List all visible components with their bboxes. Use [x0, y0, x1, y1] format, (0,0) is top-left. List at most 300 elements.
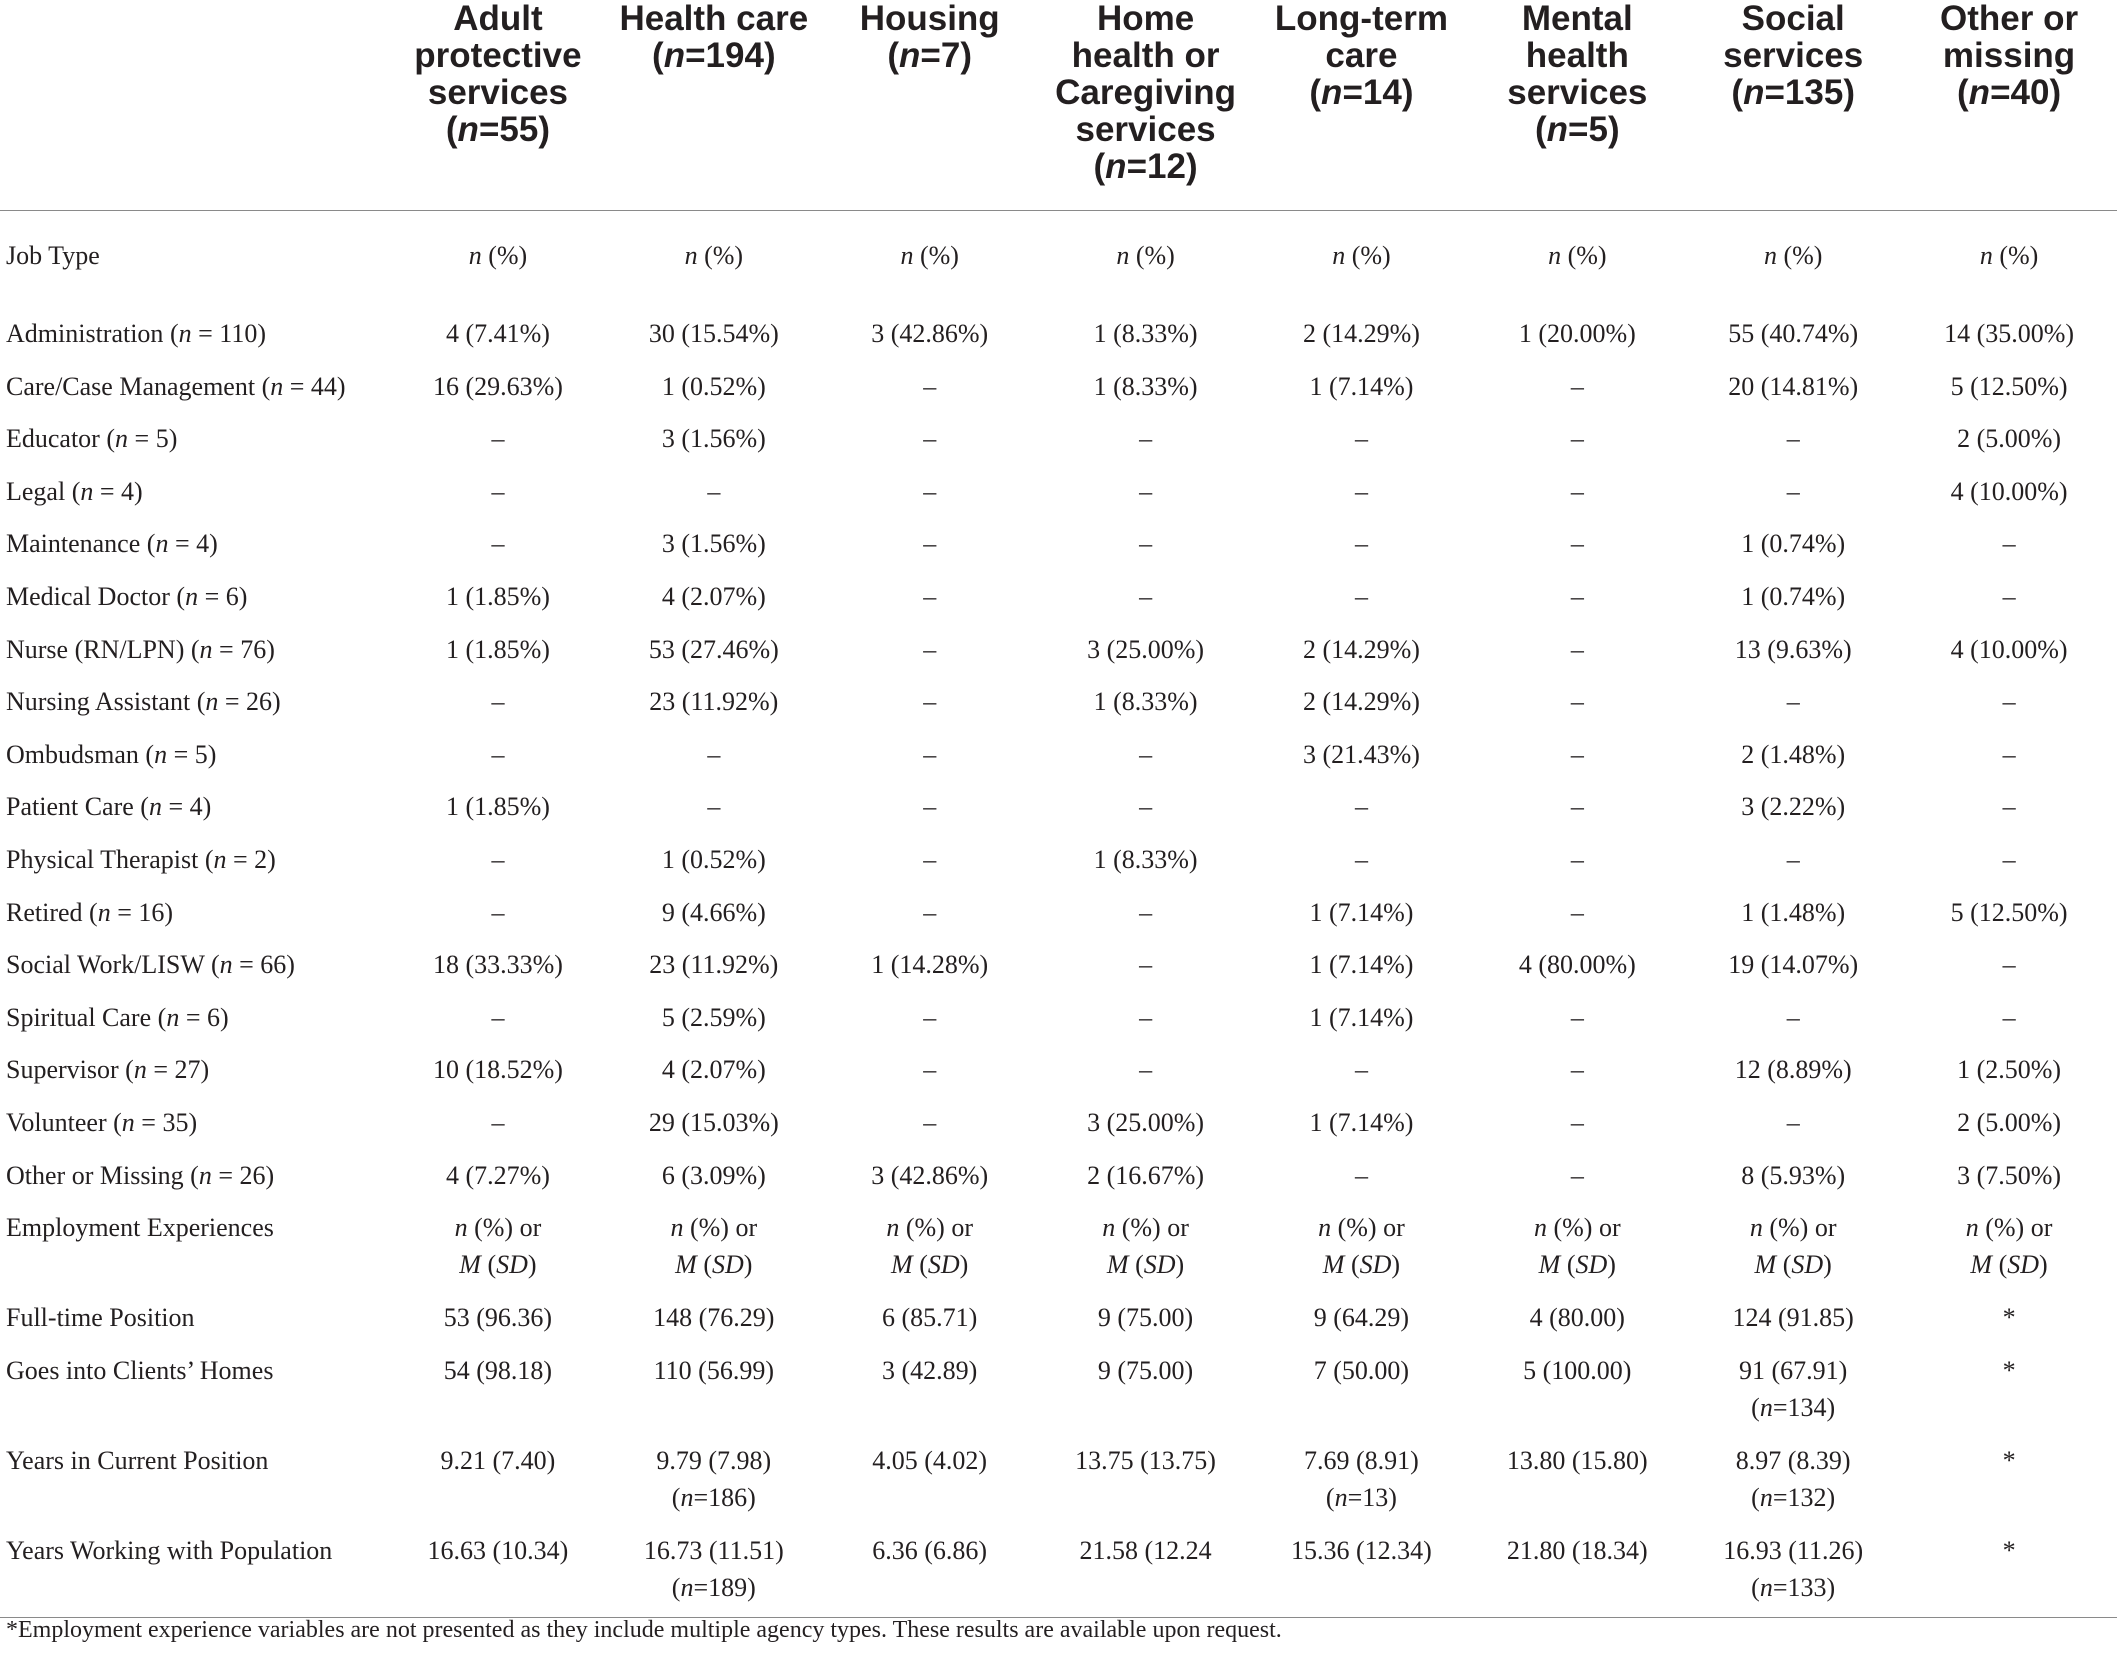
subgroup-n-value: 189 — [708, 1572, 748, 1602]
table-cell — [1901, 1528, 2117, 1618]
stat-line — [1901, 1209, 2117, 1246]
table-cell: – — [1570, 897, 1584, 927]
row-n-value: 16 — [138, 897, 165, 927]
row-label: Full-time Position — [6, 1303, 195, 1333]
column-header-n: (n=55) — [445, 110, 550, 149]
n-symbol: n — [185, 581, 199, 611]
table-cell: – — [491, 1107, 505, 1137]
column-header-n: (n=5) — [1535, 110, 1620, 149]
n-symbol: n — [1546, 110, 1569, 149]
column-header-line: missing — [1942, 36, 2076, 75]
table-cell — [822, 1438, 1038, 1528]
column-header — [1685, 0, 1901, 211]
cell-subgroup-n: (n=13) — [1325, 1482, 1397, 1512]
cell-value: 124 (91.85) — [1732, 1303, 1854, 1333]
table-cell: – — [923, 739, 937, 769]
stat-line: M (SD) — [1106, 1250, 1185, 1280]
column-header — [822, 0, 1038, 211]
stat-label: (%) or — [1985, 1213, 2053, 1243]
table-cell: 3 (21.43%) — [1302, 739, 1420, 769]
column-header-line: protective — [414, 36, 582, 75]
row-n-value: 66 — [260, 950, 287, 980]
table-cell: 8 (5.93%) — [1741, 1160, 1846, 1190]
cell-subgroup-n: (n=133) — [1751, 1572, 1836, 1602]
row-label: Years in Current Position — [6, 1445, 269, 1475]
table-cell: 3 (1.56%) — [661, 529, 766, 559]
column-header — [390, 0, 606, 211]
n-symbol: n — [680, 1572, 694, 1602]
cell-value: 148 (76.29) — [653, 1303, 775, 1333]
subgroup-n-value: 132 — [1787, 1482, 1827, 1512]
row-label: Years Working with Population — [0, 1528, 390, 1618]
n-symbol: n — [205, 687, 219, 717]
n-symbol: n — [886, 1213, 900, 1243]
mean-symbol: M — [1322, 1250, 1345, 1280]
mean-symbol: M — [891, 1250, 913, 1280]
row-label: Nurse (RN/LPN) (n = 76) — [6, 634, 275, 664]
column-header-n: (n=194) — [652, 36, 776, 75]
table-cell: – — [1786, 1002, 1800, 1032]
table-cell: – — [1570, 581, 1584, 611]
row-n-value: 76 — [240, 634, 267, 664]
table-cell: – — [1354, 844, 1368, 874]
column-header — [606, 0, 822, 211]
n-symbol: n — [670, 1213, 684, 1243]
row-label-text: Spiritual Care — [6, 1002, 152, 1032]
cell-value: 54 (98.18) — [443, 1355, 553, 1385]
table-cell — [1901, 1295, 2117, 1348]
column-n-value: 135 — [1784, 73, 1844, 112]
stat-label: (%) — [1999, 241, 2039, 270]
n-symbol: n — [1979, 241, 1993, 270]
row-label: Maintenance (n = 4) — [6, 529, 218, 559]
table-cell — [390, 1438, 606, 1528]
table-cell: 3 (25.00%) — [1087, 1107, 1205, 1137]
table-cell: 6 (3.09%) — [661, 1160, 766, 1190]
cell-value: 16.73 (11.51) — [643, 1535, 784, 1565]
table-cell: – — [1570, 529, 1584, 559]
table-cell: 1 (8.33%) — [1093, 687, 1198, 717]
table-cell: 1 (0.74%) — [1741, 581, 1846, 611]
row-label: Care/Case Management (n = 44) — [6, 371, 346, 401]
stat-line: M (SD) — [459, 1250, 537, 1280]
table-cell: 1 (7.14%) — [1309, 371, 1414, 401]
n-symbol: n — [663, 36, 686, 75]
table-cell: – — [923, 1002, 937, 1032]
table-row — [0, 784, 2117, 837]
table-cell: – — [923, 529, 937, 559]
table-cell: – — [2002, 1002, 2016, 1032]
mean-symbol: M — [1970, 1250, 1993, 1280]
table-cell: – — [1570, 634, 1584, 664]
table-row — [0, 732, 2117, 785]
table-cell: 1 (1.85%) — [445, 634, 550, 664]
table-cell: – — [2002, 792, 2016, 822]
table-cell: – — [1786, 476, 1800, 506]
cell-value: 9 (64.29) — [1313, 1303, 1410, 1333]
table-cell — [1469, 1528, 1685, 1618]
n-symbol: n — [680, 1482, 694, 1512]
table-cell: – — [923, 687, 937, 717]
table-cell — [1685, 1528, 1901, 1618]
stat-header-cell — [390, 211, 606, 312]
table-cell: – — [1139, 1055, 1153, 1085]
table-cell — [606, 1295, 822, 1348]
cell-value: 16.93 (11.26) — [1723, 1535, 1864, 1565]
column-header-line: services — [1507, 73, 1648, 112]
cell-value: * — [2002, 1535, 2016, 1565]
stat-label: (%) — [1351, 241, 1391, 270]
table-cell — [1901, 1438, 2117, 1528]
cell-value: 9.79 (7.98) — [656, 1445, 772, 1475]
table-cell: 5 (12.50%) — [1950, 897, 2068, 927]
mean-symbol: M — [675, 1250, 697, 1280]
row-label-text: Physical Therapist — [6, 844, 199, 874]
n-symbol: n — [1102, 1213, 1116, 1243]
row-label-text: Medical Doctor — [6, 581, 170, 611]
table-cell: 23 (11.92%) — [649, 950, 779, 980]
table-cell: 1 (20.00%) — [1518, 319, 1636, 348]
n-symbol: n — [1116, 241, 1130, 270]
cell-subgroup-n: (n=132) — [1751, 1482, 1836, 1512]
table-cell: – — [707, 476, 721, 506]
row-label-text: Maintenance — [6, 529, 141, 559]
table-cell — [822, 1348, 1038, 1438]
cell-value: 6 (85.71) — [882, 1303, 978, 1333]
row-n-value: 6 — [206, 1002, 220, 1032]
table-cell: 2 (14.29%) — [1302, 634, 1420, 664]
column-header — [1469, 0, 1685, 211]
row-n-value: 110 — [219, 319, 258, 348]
stat-header-cell — [390, 1205, 606, 1295]
table-cell — [1254, 1348, 1470, 1438]
column-header — [1038, 0, 1254, 211]
table-cell: 13 (9.63%) — [1734, 634, 1852, 664]
column-n-value: 5 — [1588, 110, 1608, 149]
sd-symbol: SD — [1791, 1250, 1824, 1280]
row-label: Patient Care (n = 4) — [6, 792, 212, 822]
table-cell: – — [1570, 1107, 1584, 1137]
stat-header-cell — [1685, 1205, 1901, 1295]
column-n-value: 194 — [705, 36, 764, 75]
table-cell: 20 (14.81%) — [1728, 371, 1859, 401]
table-cell: – — [1139, 581, 1153, 611]
table-row — [0, 1153, 2117, 1206]
table-cell: 23 (11.92%) — [649, 687, 779, 717]
table-header — [0, 0, 2117, 211]
table-cell: – — [923, 844, 937, 874]
mean-symbol: M — [1538, 1250, 1561, 1280]
table-cell: – — [707, 739, 721, 769]
row-label: Educator (n = 5) — [6, 424, 178, 454]
row-n-value: 4 — [196, 529, 210, 559]
stat-line — [1685, 1209, 1901, 1246]
column-header-line: services — [1075, 110, 1216, 149]
sd-symbol: SD — [712, 1250, 744, 1280]
stat-line: M (SD) — [1754, 1250, 1832, 1280]
stat-line — [606, 1209, 822, 1246]
row-label: Other or Missing (n = 26) — [6, 1160, 275, 1190]
table-cell: 1 (8.33%) — [1093, 371, 1198, 401]
cell-value: 21.58 (12.24 — [1079, 1535, 1212, 1565]
table-cell — [1038, 1528, 1254, 1618]
section-row-job-type — [0, 211, 2117, 312]
table-row — [0, 1100, 2117, 1153]
table-cell: 4 (80.00%) — [1518, 950, 1636, 980]
table-cell: – — [1139, 897, 1153, 927]
table-cell: 3 (42.86%) — [871, 1160, 989, 1190]
row-label-text: Other or Missing — [6, 1160, 184, 1190]
table-cell: – — [1354, 529, 1368, 559]
table-cell: – — [1570, 687, 1584, 717]
table-cell: 14 (35.00%) — [1944, 319, 2075, 348]
row-n-value: 4 — [121, 476, 135, 506]
n-symbol: n — [121, 1107, 135, 1137]
row-label-text: Nursing Assistant — [6, 687, 191, 717]
table-cell — [390, 1528, 606, 1618]
mean-symbol: M — [1106, 1250, 1129, 1280]
table-row — [0, 1295, 2117, 1348]
n-symbol: n — [199, 634, 213, 664]
n-symbol: n — [454, 1213, 468, 1243]
mean-symbol: M — [1754, 1250, 1777, 1280]
table-cell — [1901, 1348, 2117, 1438]
table-cell: 2 (16.67%) — [1087, 1160, 1205, 1190]
sd-symbol: SD — [927, 1250, 960, 1280]
table-cell: – — [923, 1055, 937, 1085]
row-label: Volunteer (n = 35) — [6, 1107, 198, 1137]
subgroup-n-value: 133 — [1787, 1572, 1827, 1602]
table-cell: – — [491, 897, 505, 927]
table-cell: – — [923, 897, 937, 927]
n-symbol: n — [900, 241, 914, 270]
stat-line: M (SD) — [1322, 1250, 1401, 1280]
table-cell: – — [1570, 476, 1584, 506]
table-cell — [1685, 1295, 1901, 1348]
table-cell: – — [2002, 581, 2016, 611]
table-cell: – — [2002, 529, 2016, 559]
table-cell — [1254, 1438, 1470, 1528]
stat-label: (%) or — [689, 1213, 758, 1243]
stat-header-cell — [606, 1205, 822, 1295]
row-n-value: 6 — [225, 581, 239, 611]
row-label-text: Nurse (RN/LPN) — [6, 634, 185, 664]
table-cell: 1 (7.14%) — [1309, 1002, 1414, 1032]
column-header-line: care — [1325, 36, 1398, 75]
n-symbol: n — [1334, 1482, 1348, 1512]
table-cell: 1 (1.48%) — [1741, 897, 1846, 927]
table-footnote: *Employment experience variables are not presented as they include multiple agency types. These results are available upon request. — [6, 1617, 1282, 1643]
n-symbol: n — [166, 1002, 180, 1032]
stat-header-cell — [1901, 1205, 2117, 1295]
table-cell: – — [923, 634, 937, 664]
table-cell: 55 (40.74%) — [1728, 319, 1859, 348]
stat-line: M (SD) — [1538, 1250, 1616, 1280]
table-row — [0, 995, 2117, 1048]
stat-label: (%) — [1135, 241, 1175, 270]
table-cell: – — [1570, 424, 1584, 454]
table-cell: 10 (18.52%) — [432, 1055, 563, 1085]
column-header-n: (n=40) — [1957, 73, 2062, 112]
table-cell: 2 (5.00%) — [1957, 1107, 2062, 1137]
stat-header-cell — [1254, 1205, 1470, 1295]
stat-line: M (SD) — [1970, 1250, 2048, 1280]
cell-value: 13.75 (13.75) — [1075, 1445, 1216, 1475]
subgroup-n-value: 134 — [1787, 1392, 1827, 1422]
column-header-line: services — [427, 73, 568, 112]
stat-header-cell — [1254, 211, 1470, 312]
stat-label: (%) or — [905, 1213, 973, 1243]
table-cell: 18 (33.33%) — [432, 950, 563, 980]
row-label: Goes into Clients’ Homes — [6, 1355, 274, 1385]
cell-value: * — [2002, 1445, 2016, 1475]
table-cell: 3 (2.22%) — [1741, 792, 1846, 822]
table-row — [0, 521, 2117, 574]
stat-header-cell — [1038, 211, 1254, 312]
table-cell: – — [2002, 687, 2016, 717]
n-symbol: n — [133, 1055, 147, 1085]
cell-value: 8.97 (8.39) — [1735, 1445, 1851, 1475]
table-row — [0, 364, 2117, 417]
cell-value: 7 (50.00) — [1313, 1355, 1410, 1385]
section-label: Job Type — [6, 241, 100, 270]
table-cell — [390, 1348, 606, 1438]
n-symbol: n — [1533, 1213, 1547, 1243]
table-cell: 4 (10.00%) — [1950, 634, 2068, 664]
subgroup-n-value: 13 — [1362, 1482, 1389, 1512]
cell-value: 15.36 (12.34) — [1291, 1535, 1432, 1565]
row-n-value: 5 — [194, 739, 208, 769]
n-symbol: n — [1321, 73, 1343, 112]
n-symbol: n — [219, 950, 233, 980]
table-cell: – — [1139, 476, 1153, 506]
table-cell — [1038, 1348, 1254, 1438]
stat-line — [1254, 1209, 1470, 1246]
stat-line — [390, 1209, 606, 1246]
table-row — [0, 1047, 2117, 1100]
column-header-n: (n=135) — [1731, 73, 1855, 112]
table-cell: – — [1139, 424, 1153, 454]
section-label: Employment Experiences — [6, 1213, 274, 1243]
table-cell: 1 (0.52%) — [661, 844, 766, 874]
row-label-text: Supervisor — [6, 1055, 119, 1085]
table-cell: 1 (7.14%) — [1309, 950, 1414, 980]
table-cell: 3 (25.00%) — [1087, 634, 1205, 664]
table-cell — [1469, 1438, 1685, 1528]
stat-line — [1038, 1209, 1254, 1246]
stat-label: (%) or — [1121, 1213, 1189, 1243]
n-symbol: n — [1318, 1213, 1332, 1243]
table-cell: 4 (10.00%) — [1950, 476, 2068, 506]
table-cell: – — [1354, 581, 1368, 611]
table-cell: 53 (27.46%) — [648, 634, 779, 664]
table-cell: 2 (1.48%) — [1741, 739, 1846, 769]
cell-value: 7.69 (8.91) — [1304, 1445, 1419, 1475]
row-label: Retired (n = 16) — [6, 897, 174, 927]
table-cell: – — [707, 792, 721, 822]
table-cell — [390, 1295, 606, 1348]
table-cell: – — [1570, 371, 1584, 401]
stat-line: M (SD) — [675, 1250, 753, 1280]
n-symbol: n — [899, 36, 921, 75]
table-cell: – — [2002, 844, 2016, 874]
table-cell — [822, 1295, 1038, 1348]
row-label: Administration (n = 110) — [6, 319, 266, 348]
row-label: Spiritual Care (n = 6) — [6, 1002, 229, 1032]
table-cell: – — [923, 1107, 937, 1137]
table-cell: – — [1786, 1107, 1800, 1137]
table-row — [0, 574, 2117, 627]
cell-value: * — [2002, 1355, 2016, 1385]
table-row — [0, 311, 2117, 364]
table-cell: – — [1786, 687, 1800, 717]
cell-value: 3 (42.89) — [882, 1355, 978, 1385]
n-symbol: n — [1965, 1213, 1979, 1243]
cell-value: 9 (75.00) — [1097, 1355, 1194, 1385]
table-cell: 9 (4.66%) — [661, 897, 766, 927]
stat-line — [822, 1209, 1038, 1246]
table-cell: – — [491, 844, 505, 874]
table-row — [0, 679, 2117, 732]
row-label: Ombudsman (n = 5) — [6, 739, 217, 769]
table-cell — [1038, 1438, 1254, 1528]
table-cell: – — [923, 476, 937, 506]
row-n-value: 35 — [162, 1107, 189, 1137]
row-label: Social Work/LISW (n = 66) — [6, 950, 295, 980]
column-header-line: health or — [1071, 36, 1220, 75]
stat-label: (%) — [1783, 241, 1823, 270]
table-cell: – — [1354, 1055, 1368, 1085]
column-n-value: 40 — [2010, 73, 2050, 112]
table-cell: – — [923, 371, 937, 401]
cell-subgroup-n: (n=189) — [671, 1572, 756, 1602]
stat-header-cell — [822, 211, 1038, 312]
table-cell: – — [1354, 792, 1368, 822]
table-cell — [1254, 1528, 1470, 1618]
mean-symbol: M — [459, 1250, 481, 1280]
stat-label: (%) or — [1337, 1213, 1405, 1243]
table-cell: – — [2002, 950, 2016, 980]
column-header-n: (n=12) — [1093, 147, 1198, 186]
stat-label: (%) — [704, 241, 744, 270]
cell-value: 5 (100.00) — [1523, 1355, 1632, 1385]
stat-header-cell — [1469, 1205, 1685, 1295]
n-symbol: n — [684, 241, 698, 270]
sd-symbol: SD — [1359, 1250, 1392, 1280]
column-header-n: (n=7) — [887, 36, 972, 75]
stat-header-cell — [1469, 211, 1685, 312]
stat-label: (%) or — [474, 1213, 542, 1243]
row-label: Physical Therapist (n = 2) — [6, 844, 276, 874]
table-cell: 2 (14.29%) — [1302, 319, 1420, 348]
stat-label: (%) or — [1553, 1213, 1621, 1243]
n-symbol: n — [178, 319, 192, 348]
sd-symbol: SD — [496, 1250, 528, 1280]
cell-value: * — [2002, 1303, 2016, 1333]
table-cell: – — [1570, 792, 1584, 822]
table-cell: 3 (7.50%) — [1957, 1160, 2062, 1190]
table-cell: – — [1786, 844, 1800, 874]
table-cell: – — [2002, 739, 2016, 769]
column-header-line: Other or — [1940, 0, 2079, 38]
row-n-value: 44 — [310, 371, 337, 401]
table-cell — [1469, 1295, 1685, 1348]
stat-label: (%) — [488, 241, 528, 270]
table-cell: – — [1139, 950, 1153, 980]
row-label-text: Volunteer — [6, 1107, 107, 1137]
n-symbol: n — [1743, 73, 1765, 112]
stat-line — [1469, 1209, 1685, 1246]
